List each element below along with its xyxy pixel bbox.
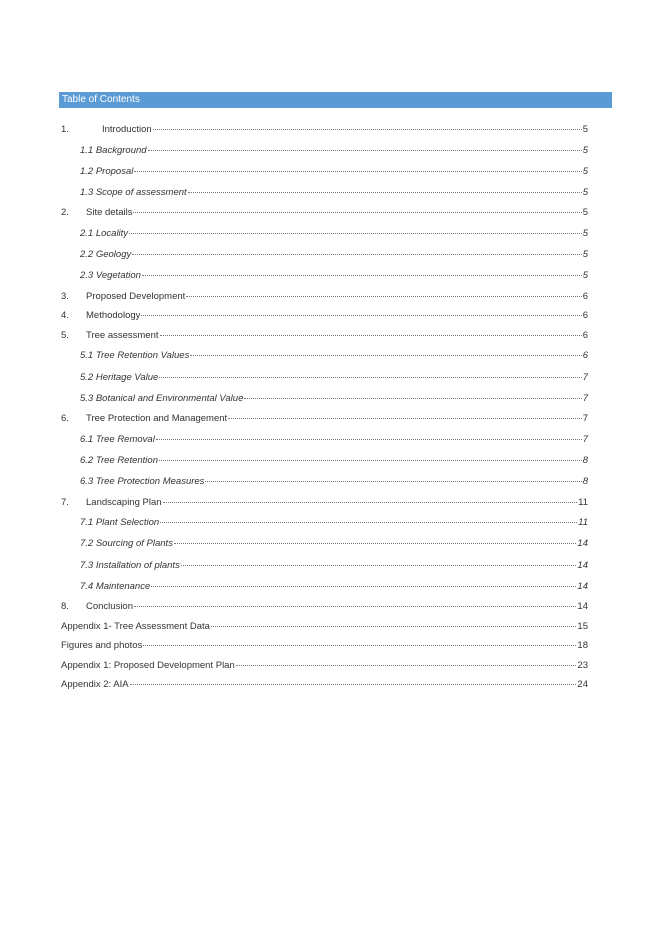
toc-entry-page: 6 (582, 290, 588, 302)
toc-entry-installation-of-plants[interactable] (61, 555, 588, 576)
dot-leader (153, 129, 582, 130)
toc-entry-site-details[interactable] (61, 203, 588, 223)
toc-entry-label: 6.3 Tree Protection Measures (80, 476, 205, 488)
toc-entry-page: 8 (582, 476, 588, 488)
dot-leader (148, 150, 582, 151)
toc-entry-label: Conclusion (86, 601, 133, 613)
toc-entry-label: 6.2 Tree Retention (80, 454, 158, 466)
toc-entry-label: Introduction (102, 124, 152, 135)
toc-entry-label: Tree Protection and Management (86, 413, 228, 425)
toc-entry-page: 18 (577, 640, 588, 652)
toc-entry-page: 23 (577, 659, 588, 671)
dot-leader (163, 502, 578, 503)
toc-entry-landscaping-plan[interactable] (61, 493, 588, 513)
toc-entry-introduction[interactable] (61, 120, 588, 140)
toc-entry-tree-removal[interactable] (61, 429, 588, 450)
toc-entry-label: Appendix 1: Proposed Development Plan (61, 659, 235, 671)
toc-entry-page: 7 (582, 433, 588, 445)
toc-entry-number: 1. (61, 124, 69, 135)
toc-entry-number: 6. (61, 413, 69, 425)
dot-leader (141, 315, 581, 316)
toc-entry-scope-of-assessment[interactable] (61, 182, 588, 203)
toc-entry-appendix-tree-assessment-data[interactable] (61, 617, 588, 637)
dot-leader (151, 586, 576, 587)
toc-entry-appendix-aia[interactable] (61, 675, 588, 695)
toc-entry-page: 14 (577, 538, 588, 550)
dot-leader (156, 439, 582, 440)
toc-entry-label: 7.1 Plant Selection (80, 517, 160, 529)
dot-leader (159, 460, 582, 461)
toc-heading: Table of Contents (59, 92, 612, 108)
toc-entry-label: 1.2 Proposal (80, 165, 134, 177)
dot-leader (133, 212, 581, 213)
dot-leader (186, 296, 581, 297)
dot-leader (132, 254, 581, 255)
toc-entry-geology[interactable] (61, 244, 588, 265)
dot-leader (129, 233, 582, 234)
toc-entry-page: 8 (582, 454, 588, 466)
toc-entry-proposal[interactable] (61, 161, 588, 182)
dot-leader (134, 606, 576, 607)
toc-entry-label: 5.2 Heritage Value (80, 371, 159, 383)
toc-entry-label: 2.3 Vegetation (80, 270, 141, 282)
dot-leader (244, 398, 581, 399)
toc-entry-number: 3. (61, 290, 69, 302)
toc-entry-label: Tree assessment (86, 329, 159, 341)
toc-entry-plant-selection[interactable] (61, 512, 588, 533)
dot-leader (130, 684, 577, 685)
dot-leader (236, 665, 577, 666)
toc-entry-figures-and-photos[interactable] (61, 636, 588, 656)
toc-list (61, 120, 588, 695)
toc-entry-page: 5 (582, 207, 588, 219)
dot-leader (181, 565, 577, 566)
dot-leader (188, 192, 582, 193)
dot-leader (174, 543, 576, 544)
toc-entry-appendix-proposed-development-plan[interactable] (61, 656, 588, 676)
toc-entry-page: 5 (582, 165, 588, 177)
dot-leader (160, 522, 577, 523)
toc-entry-label: Landscaping Plan (86, 496, 162, 508)
toc-entry-page: 5 (582, 249, 588, 261)
toc-entry-page: 5 (582, 270, 588, 282)
toc-entry-number: 7. (61, 496, 69, 508)
toc-entry-heritage-value[interactable] (61, 367, 588, 388)
toc-entry-proposed-development[interactable] (61, 287, 588, 307)
toc-entry-page: 5 (582, 227, 588, 239)
toc-entry-page: 14 (577, 559, 588, 571)
toc-entry-tree-protection-management[interactable] (61, 409, 588, 429)
dot-leader (190, 355, 581, 356)
dot-leader (134, 171, 581, 172)
toc-entry-label: Appendix 1- Tree Assessment Data (61, 620, 210, 632)
toc-entry-label: 5.3 Botanical and Environmental Value (80, 392, 244, 404)
toc-entry-label: Proposed Development (86, 290, 186, 302)
toc-entry-tree-protection-measures[interactable] (61, 471, 588, 492)
toc-entry-page: 14 (577, 580, 588, 592)
dot-leader (205, 481, 581, 482)
toc-entry-page: 7 (582, 392, 588, 404)
dot-leader (160, 335, 582, 336)
toc-entry-conclusion[interactable] (61, 597, 588, 617)
toc-entry-page: 6 (582, 329, 588, 341)
toc-entry-vegetation[interactable] (61, 265, 588, 286)
toc-entry-page: 11 (578, 517, 588, 529)
toc-entry-page: 7 (582, 371, 588, 383)
toc-entry-label: 1.1 Background (80, 144, 147, 156)
toc-entry-number: 8. (61, 601, 69, 613)
toc-entry-label: 6.1 Tree Removal (80, 433, 155, 445)
toc-entry-label: Figures and photos (61, 640, 143, 652)
toc-entry-sourcing-of-plants[interactable] (61, 533, 588, 554)
toc-entry-page: 6 (582, 350, 588, 362)
toc-entry-methodology[interactable] (61, 306, 588, 326)
toc-entry-label: 7.4 Maintenance (80, 580, 151, 592)
toc-entry-page: 6 (582, 310, 588, 322)
dot-leader (142, 275, 582, 276)
toc-entry-background[interactable] (61, 140, 588, 161)
toc-entry-label: 5.1 Tree Retention Values (80, 350, 190, 362)
toc-entry-tree-retention[interactable] (61, 450, 588, 471)
dot-leader (228, 418, 582, 419)
toc-entry-label: Methodology (86, 310, 141, 322)
toc-entry-botanical-environmental-value[interactable] (61, 388, 588, 409)
toc-entry-tree-assessment[interactable] (61, 326, 588, 346)
toc-entry-label: Appendix 2: AIA (61, 679, 129, 691)
dot-leader (143, 645, 576, 646)
toc-entry-label: 2.2 Geology (80, 249, 132, 261)
toc-entry-page: 5 (582, 124, 588, 135)
dot-leader (211, 626, 577, 627)
toc-entry-page: 15 (577, 620, 588, 632)
toc-entry-label: 7.2 Sourcing of Plants (80, 538, 173, 550)
toc-entry-number: 2. (61, 207, 69, 219)
toc-entry-locality[interactable] (61, 223, 588, 244)
toc-entry-maintenance[interactable] (61, 576, 588, 597)
toc-entry-page: 11 (578, 496, 588, 508)
toc-entry-page: 24 (577, 679, 588, 691)
toc-entry-label: 1.3 Scope of assessment (80, 187, 187, 199)
dot-leader (159, 377, 581, 378)
toc-entry-page: 5 (582, 187, 588, 199)
toc-entry-tree-retention-values[interactable] (61, 345, 588, 366)
toc-entry-number: 4. (61, 310, 69, 322)
toc-entry-page: 5 (582, 144, 588, 156)
toc-entry-number: 5. (61, 329, 69, 341)
toc-entry-page: 7 (582, 413, 588, 425)
toc-entry-page: 14 (577, 601, 588, 613)
toc-entry-label: Site details (86, 207, 133, 219)
toc-entry-label: 2.1 Locality (80, 227, 129, 239)
toc-entry-label: 7.3 Installation of plants (80, 559, 180, 571)
